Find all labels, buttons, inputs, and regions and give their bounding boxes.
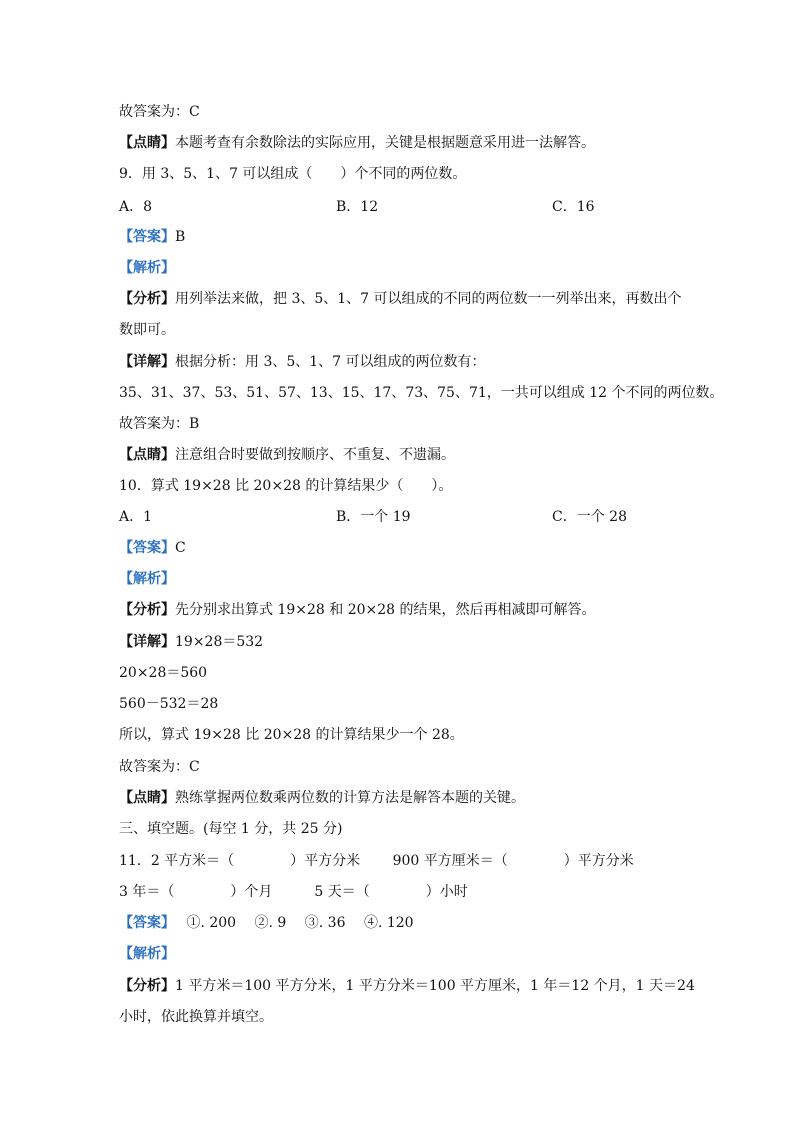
q9-option-c: C．16 xyxy=(552,199,595,215)
q10-comment xyxy=(119,788,525,808)
analysis-text: 1 平方米＝100 平方分米，1 平方分米＝100 平方厘米，1 年＝12 个月，1 天＝24 xyxy=(175,978,695,994)
q10-conclusion: 所以，算式 19×28 比 20×28 的计算结果少一个 28。 xyxy=(119,727,464,743)
question-9: 9．用 3、5、1、7 可以组成（ ）个不同的两位数。 xyxy=(119,166,467,182)
q10-analysis xyxy=(119,600,596,620)
q9-answer xyxy=(119,227,185,247)
q9-option-b: B．12 xyxy=(336,199,379,215)
q10-final-answer: 故答案为：C xyxy=(119,759,200,775)
question-10: 10．算式 19×28 比 20×28 的计算结果少（ ）。 xyxy=(119,478,453,494)
q9-comment xyxy=(119,445,455,465)
comment-text: 本题考查有余数除法的实际应用，关键是根据题意采用进一法解答。 xyxy=(175,135,595,151)
q11-analysis-cont: 小时，依此换算并填空。 xyxy=(119,1009,273,1025)
comment-tag: 【点睛】 xyxy=(119,447,175,463)
q9-jiexi-tag: 【解析】 xyxy=(119,260,175,276)
detail-text: 19×28＝532 xyxy=(175,634,264,650)
q9-analysis-cont: 数即可。 xyxy=(119,322,175,338)
answer-value: ①. 200 ②. 9 ③. 36 ④. 120 xyxy=(168,915,414,931)
comment-line xyxy=(119,133,595,153)
comment-tag: 【点睛】 xyxy=(119,135,175,151)
answer-tag: 【答案】 xyxy=(119,229,175,245)
answer-value: B xyxy=(175,229,186,245)
question-11-line-1: 11．2 平方米＝（ ）平方分米 900 平方厘米＝（ ）平方分米 xyxy=(119,853,634,869)
answer-value: C xyxy=(175,540,186,556)
q10-jiexi-tag: 【解析】 xyxy=(119,571,175,587)
detail-text: 根据分析：用 3、5、1、7 可以组成的两位数有： xyxy=(175,354,486,370)
question-11-line-2: 3 年＝（ ）个月 5 天＝（ ）小时 xyxy=(119,884,468,900)
q10-calc-2: 20×28＝560 xyxy=(119,665,208,681)
section-3-heading: 三、填空题。(每空 1 分，共 25 分) xyxy=(119,821,343,837)
answer-line: 故答案为：C xyxy=(119,104,200,120)
q10-calc-3: 560－532＝28 xyxy=(119,696,219,712)
q11-jiexi-tag: 【解析】 xyxy=(119,946,175,962)
q11-analysis xyxy=(119,976,695,996)
q10-answer xyxy=(119,538,186,558)
q9-detail xyxy=(119,352,486,372)
detail-tag: 【详解】 xyxy=(119,634,175,650)
q11-answer xyxy=(119,913,414,933)
analysis-text: 先分别求出算式 19×28 和 20×28 的结果，然后再相减即可解答。 xyxy=(175,602,596,618)
answer-tag: 【答案】 xyxy=(119,540,175,556)
analysis-text: 用列举法来做，把 3、5、1、7 可以组成的不同的两位数一一列举出来，再数出个 xyxy=(175,291,682,307)
answer-tag: 【答案】 xyxy=(119,915,168,931)
q10-option-a: A．1 xyxy=(119,509,153,525)
comment-tag: 【点睛】 xyxy=(119,790,175,806)
q9-analysis xyxy=(119,289,682,309)
q10-option-c: C．一个 28 xyxy=(552,509,627,525)
comment-text: 注意组合时要做到按顺序、不重复、不遗漏。 xyxy=(175,447,455,463)
q10-option-b: B．一个 19 xyxy=(336,509,411,525)
comment-text: 熟练掌握两位数乘两位数的计算方法是解答本题的关键。 xyxy=(175,790,525,806)
q10-detail xyxy=(119,632,263,652)
analysis-tag: 【分析】 xyxy=(119,602,175,618)
q9-option-a: A．8 xyxy=(119,199,153,215)
detail-tag: 【详解】 xyxy=(119,354,175,370)
analysis-tag: 【分析】 xyxy=(119,978,175,994)
q9-list: 35、31、37、53、51、57、13、15、17、73、75、71，一共可以组成 12 个不同的两位数。 xyxy=(119,385,724,401)
analysis-tag: 【分析】 xyxy=(119,291,175,307)
q9-final-answer: 故答案为：B xyxy=(119,416,200,432)
